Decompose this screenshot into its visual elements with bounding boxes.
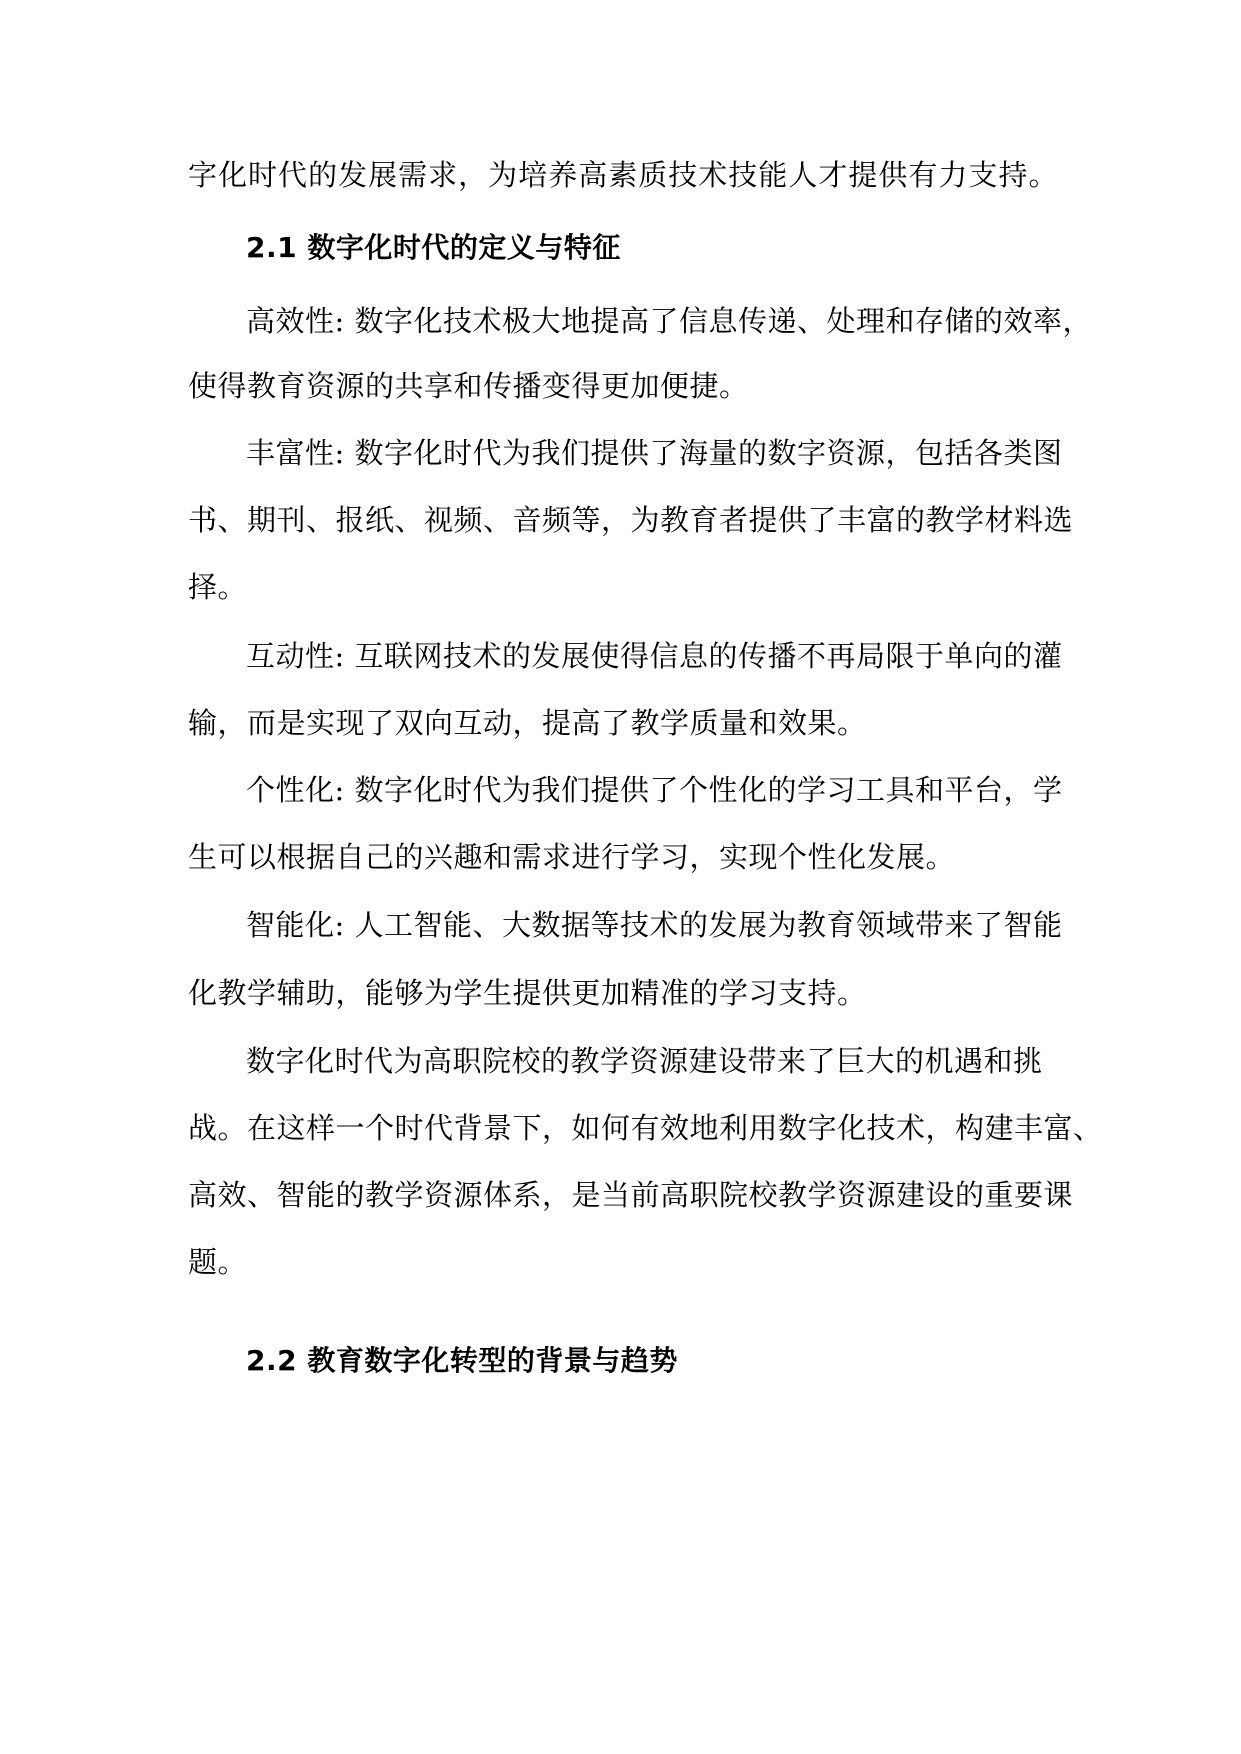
paragraph-line: 书、期刊、报纸、视频、音频等，为教育者提供了丰富的教学材料选 (188, 503, 1074, 537)
paragraph-line: 使得教育资源的共享和传播变得更加便捷。 (188, 369, 749, 403)
paragraph-line: 高效性: 数字化技术极大地提高了信息传递、处理和存储的效率， (246, 304, 1092, 338)
paragraph-line: 丰富性: 数字化时代为我们提供了海量的数字资源，包括各类图 (246, 436, 1063, 470)
paragraph-line: 化教学辅助，能够为学生提供更加精准的学习支持。 (188, 976, 867, 1010)
paragraph-line: 个性化: 数字化时代为我们提供了个性化的学习工具和平台，学 (246, 773, 1063, 807)
section-heading-2-2: 2.2 教育数字化转型的背景与趋势 (246, 1344, 678, 1377)
paragraph-line: 战。在这样一个时代背景下，如何有效地利用数字化技术，构建丰富、 (188, 1111, 1103, 1145)
paragraph-line: 高效、智能的教学资源体系，是当前高职院校教学资源建设的重要课 (188, 1178, 1074, 1212)
paragraph-line: 生可以根据自己的兴趣和需求进行学习，实现个性化发展。 (188, 840, 956, 874)
paragraph-line: 择。 (188, 570, 248, 604)
intro-line: 字化时代的发展需求，为培养高素质技术技能人才提供有力支持。 (188, 158, 1058, 192)
paragraph-line: 互动性: 互联网技术的发展使得信息的传播不再局限于单向的灌 (246, 639, 1063, 673)
paragraph-line: 题。 (188, 1245, 248, 1279)
paragraph-line: 智能化: 人工智能、大数据等技术的发展为教育领域带来了智能 (246, 908, 1063, 942)
paragraph-line: 数字化时代为高职院校的教学资源建设带来了巨大的机遇和挑 (246, 1044, 1043, 1078)
paragraph-line: 输，而是实现了双向互动，提高了教学质量和效果。 (188, 706, 867, 740)
section-heading-2-1: 2.1 数字化时代的定义与特征 (246, 231, 621, 264)
